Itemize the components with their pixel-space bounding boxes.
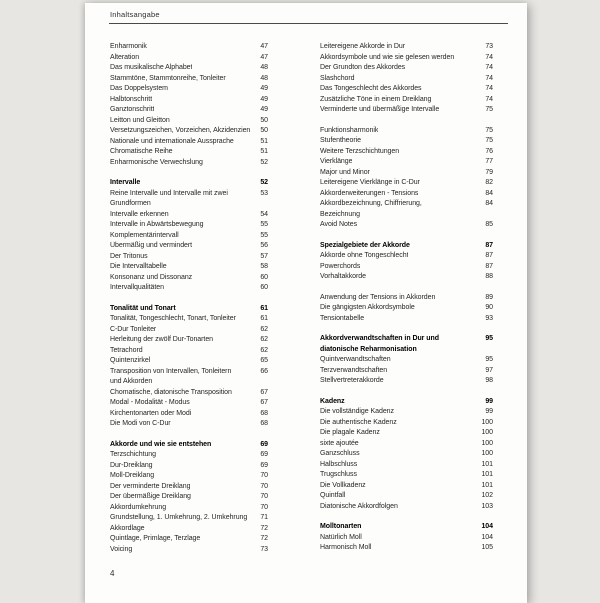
toc-entry-page: 89 <box>485 293 493 301</box>
toc-entry-row <box>110 199 268 210</box>
toc-group <box>110 440 268 556</box>
toc-entry-title: Tonalität, Tongeschlecht, Tonart, Tonleiter <box>110 315 236 322</box>
toc-entry-title: Anwendung der Tensions in Akkorden <box>320 293 436 301</box>
toc-entry-row <box>320 95 493 106</box>
toc-entry-row <box>110 262 268 273</box>
toc-entry-title: und Akkorden <box>110 378 153 385</box>
toc-entry-row <box>320 42 493 53</box>
toc-entry-title: Das Doppelsystem <box>110 85 168 92</box>
toc-entry-page: 51 <box>260 148 268 155</box>
toc-entry-row <box>320 251 493 262</box>
toc-entry-page: 70 <box>260 493 268 500</box>
toc-entry-title: Funktionsharmonik <box>320 126 379 134</box>
toc-entry-row <box>320 543 493 554</box>
toc-entry-page: 104 <box>481 533 493 541</box>
toc-entry-row <box>110 450 268 461</box>
toc-entry-page: 54 <box>260 210 268 218</box>
toc-entry-title: Terzschichtung <box>110 451 156 458</box>
toc-entry-row <box>320 168 493 179</box>
toc-entry-page: 62 <box>260 336 268 343</box>
toc-entry-row <box>320 449 493 460</box>
toc-entry-row <box>320 105 493 116</box>
toc-entry-page: 71 <box>260 514 268 521</box>
toc-entry-title: Enharmonische Verwechslung <box>110 158 203 166</box>
toc-entry-title: Diatonische Akkordfolgen <box>320 502 398 510</box>
toc-group <box>320 241 493 283</box>
footer-page-number: 4 <box>110 569 115 578</box>
toc-entry-page: 73 <box>260 545 268 553</box>
toc-entry-page: 74 <box>485 85 493 92</box>
toc-entry-title: sixte ajoutée <box>320 439 359 447</box>
toc-entry-row <box>320 147 493 158</box>
toc-entry-title: Akkordbezeichnung, Chiffrierung, <box>320 200 422 207</box>
toc-entry-row <box>320 262 493 273</box>
toc-entry-row <box>110 534 268 545</box>
toc-entry-title: C-Dur Tonleiter <box>110 325 157 333</box>
book-page <box>85 3 527 603</box>
toc-entry-page: 49 <box>260 85 268 92</box>
toc-entry-page: 74 <box>485 74 493 82</box>
toc-entry-row <box>320 272 493 283</box>
toc-entry-title: Die Vollkadenz <box>320 481 366 489</box>
toc-entry-title: Ganzschluss <box>320 450 360 457</box>
toc-entry-page: 105 <box>481 544 493 551</box>
toc-entry-row <box>320 407 493 418</box>
toc-entry-title: Slashchord <box>320 74 355 82</box>
toc-entry-page: 102 <box>481 492 493 499</box>
toc-entry-title: Leitton und Gleitton <box>110 116 170 124</box>
toc-entry-row <box>320 428 493 439</box>
toc-entry-title: Terzverwandtschaften <box>320 366 388 374</box>
toc-entry-row <box>110 252 268 263</box>
toc-entry-page: 62 <box>260 325 268 333</box>
toc-entry-title: Intervallqualitäten <box>110 284 164 291</box>
toc-entry-title: Akkordsymbole und wie sie gelesen werden <box>320 53 455 61</box>
toc-entry-page: 52 <box>260 179 268 186</box>
toc-entry-title: Die Modi von C-Dur <box>110 420 171 427</box>
toc-entry-row <box>320 63 493 74</box>
toc-entry-row <box>110 158 268 169</box>
toc-entry-row <box>320 53 493 64</box>
toc-entry-page: 88 <box>485 273 493 280</box>
toc-entry-title: Das musikalische Alphabet <box>110 64 193 71</box>
toc-entry-row <box>110 74 268 85</box>
toc-entry-page: 72 <box>260 524 268 532</box>
toc-entry-page: 69 <box>260 461 268 469</box>
toc-entry-page: 70 <box>260 472 268 479</box>
toc-entry-page: 48 <box>260 64 268 71</box>
toc-entry-page: 51 <box>260 137 268 145</box>
toc-entry-row <box>110 126 268 137</box>
toc-entry-page: 101 <box>481 481 493 489</box>
toc-entry-page: 97 <box>485 366 493 374</box>
toc-entry-title: Der verminderte Dreiklang <box>110 482 191 490</box>
toc-entry-page: 104 <box>481 523 493 530</box>
toc-entry-row <box>110 356 268 367</box>
toc-heading-row <box>320 522 493 533</box>
toc-entry-title: Grundstellung, 1. Umkehrung, 2. Umkehrung <box>110 514 248 521</box>
toc-entry-page: 60 <box>260 273 268 281</box>
toc-entry-title: Halbtonschritt <box>110 95 153 103</box>
toc-entry-row <box>320 178 493 189</box>
toc-entry-row <box>110 220 268 231</box>
toc-entry-title: Die authentische Kadenz <box>320 418 397 426</box>
toc-entry-title: Die vollständige Kadenz <box>320 408 394 415</box>
toc-entry-row <box>320 189 493 200</box>
toc-entry-row <box>110 335 268 346</box>
toc-entry-row <box>320 314 493 325</box>
toc-group <box>320 42 493 116</box>
toc-entry-page: 77 <box>485 158 493 165</box>
toc-entry-title: Chromatische Reihe <box>110 148 173 155</box>
toc-entry-row <box>110 241 268 252</box>
toc-entry-page: 50 <box>260 116 268 124</box>
toc-entry-row <box>110 503 268 514</box>
toc-entry-title: Akkorde und wie sie entstehen <box>110 440 212 448</box>
toc-entry-title: Trugschluss <box>320 471 357 478</box>
toc-entry-title: Versetzungszeichen, Vorzeichen, Akzidenzien <box>110 127 251 134</box>
toc-entry-title: Modal - Modalität - Modus <box>110 399 190 406</box>
toc-entry-row <box>110 283 268 294</box>
toc-entry-title: Quintfall <box>320 492 346 499</box>
toc-entry-title: Tonalität und Tonart <box>110 304 176 312</box>
toc-entry-row <box>110 231 268 242</box>
toc-entry-row <box>320 502 493 513</box>
toc-entry-page: 103 <box>481 502 493 510</box>
toc-entry-row <box>320 157 493 168</box>
toc-heading-row <box>320 334 493 345</box>
toc-entry-row <box>110 346 268 357</box>
toc-entry-page: 47 <box>260 53 268 61</box>
toc-heading-row <box>320 397 493 408</box>
toc-entry-row <box>110 63 268 74</box>
toc-entry-page: 68 <box>260 420 268 427</box>
toc-column-left <box>110 42 268 565</box>
toc-entry-page: 52 <box>260 158 268 166</box>
toc-entry-page: 100 <box>481 450 493 457</box>
toc-entry-title: Transposition von Intervallen, Tonleitern <box>110 367 232 375</box>
toc-entry-page: 93 <box>485 314 493 322</box>
toc-entry-title: Tetrachord <box>110 346 143 354</box>
toc-entry-page: 61 <box>260 315 268 322</box>
toc-entry-title: Powerchords <box>320 262 361 270</box>
toc-entry-row <box>320 366 493 377</box>
toc-entry-row <box>110 513 268 524</box>
toc-entry-title: Leitereigene Vierklänge in C-Dur <box>320 179 420 186</box>
toc-entry-row <box>320 293 493 304</box>
toc-entry-page: 72 <box>260 535 268 542</box>
toc-entry-page: 55 <box>260 231 268 239</box>
toc-entry-title: Intervalle in Abwärtsbewegung <box>110 221 204 228</box>
toc-entry-row <box>110 388 268 399</box>
toc-entry-page: 74 <box>485 95 493 103</box>
toc-entry-page: 85 <box>485 221 493 228</box>
toc-entry-row <box>110 398 268 409</box>
toc-heading-row <box>110 304 268 315</box>
toc-entry-title: Zusätzliche Töne in einem Dreiklang <box>320 95 432 103</box>
toc-entry-title: Voicing <box>110 545 133 553</box>
toc-entry-page: 69 <box>260 440 268 448</box>
toc-entry-title: Stufentheorie <box>320 137 361 144</box>
toc-entry-title: Akkordlage <box>110 524 145 532</box>
toc-entry-page: 47 <box>260 43 268 50</box>
toc-entry-page: 60 <box>260 284 268 291</box>
toc-entry-title: Stammtöne, Stammtonreihe, Tonleiter <box>110 74 226 82</box>
toc-entry-page: 95 <box>485 335 493 342</box>
toc-entry-title: Kirchentonarten oder Modi <box>110 409 192 417</box>
toc-heading-row <box>110 178 268 189</box>
toc-entry-title: Kadenz <box>320 397 345 405</box>
toc-entry-row <box>110 42 268 53</box>
toc-entry-title: Major und Minor <box>320 168 370 176</box>
toc-entry-page: 84 <box>485 189 493 197</box>
toc-entry-title: Herleitung der zwölf Dur-Tonarten <box>110 336 214 343</box>
toc-entry-page: 70 <box>260 482 268 490</box>
toc-entry-row <box>320 376 493 387</box>
toc-entry-title: Die Intervalltabelle <box>110 263 167 270</box>
toc-entry-row <box>110 482 268 493</box>
toc-entry-title: Akkorderweiterungen - Tensions <box>320 189 419 197</box>
toc-entry-title: Natürlich Moll <box>320 533 362 541</box>
toc-entry-page: 75 <box>485 137 493 144</box>
toc-entry-title: Grundformen <box>110 200 151 207</box>
toc-entry-row <box>320 136 493 147</box>
toc-entry-page: 79 <box>485 168 493 176</box>
toc-entry-page: 68 <box>260 409 268 417</box>
toc-entry-title: Tensiontabelle <box>320 314 365 322</box>
toc-entry-title: Nationale und internationale Aussprache <box>110 137 234 145</box>
toc-entry-row <box>320 126 493 137</box>
toc-entry-row <box>110 545 268 556</box>
toc-entry-row <box>110 524 268 535</box>
toc-entry-page: 61 <box>260 304 268 312</box>
toc-entry-title: Ganztonschritt <box>110 106 155 113</box>
toc-entry-title: Reine Intervalle und Intervalle mit zwei <box>110 189 228 197</box>
toc-column-right <box>320 42 493 564</box>
toc-entry-title: Quintlage, Primlage, Terzlage <box>110 535 201 542</box>
toc-entry-row <box>320 491 493 502</box>
toc-group <box>320 334 493 387</box>
toc-entry-page: 75 <box>485 126 493 134</box>
toc-entry-title: Halbschluss <box>320 460 358 468</box>
toc-heading-row <box>110 440 268 451</box>
toc-entry-row <box>110 105 268 116</box>
toc-group <box>110 178 268 294</box>
toc-entry-row <box>110 137 268 148</box>
toc-entry-title: Der Tritonus <box>110 252 148 260</box>
toc-entry-page: 99 <box>485 408 493 415</box>
toc-entry-title: Alteration <box>110 53 140 61</box>
toc-entry-page: 67 <box>260 399 268 406</box>
toc-entry-title: Spezialgebiete der Akkorde <box>320 241 410 249</box>
toc-entry-page: 66 <box>260 367 268 375</box>
toc-entry-page: 84 <box>485 200 493 207</box>
toc-entry-title: Der Grundton des Akkordes <box>320 64 406 71</box>
toc-entry-page: 101 <box>481 460 493 468</box>
toc-entry-title: Avoid Notes <box>320 221 358 228</box>
toc-entry-page: 70 <box>260 503 268 511</box>
toc-entry-row <box>320 470 493 481</box>
toc-heading-row <box>320 241 493 252</box>
toc-entry-page: 74 <box>485 64 493 71</box>
header-divider <box>109 23 508 24</box>
toc-entry-title: Konsonanz und Dissonanz <box>110 273 193 281</box>
toc-entry-row <box>320 84 493 95</box>
toc-entry-title: Dur-Dreiklang <box>110 461 153 469</box>
toc-entry-row <box>110 325 268 336</box>
toc-entry-title: Akkorde ohne Tongeschlecht <box>320 252 409 259</box>
toc-entry-page: 55 <box>260 221 268 228</box>
toc-entry-row <box>110 314 268 325</box>
toc-entry-title: Intervalle <box>110 179 141 186</box>
toc-entry-row <box>320 355 493 366</box>
toc-entry-row <box>110 95 268 106</box>
toc-entry-title: Vorhaltakkorde <box>320 273 366 280</box>
toc-entry-row <box>320 303 493 314</box>
toc-entry-page: 57 <box>260 252 268 260</box>
toc-entry-row <box>320 74 493 85</box>
toc-entry-page: 49 <box>260 95 268 103</box>
toc-entry-row <box>110 377 268 388</box>
toc-entry-page: 67 <box>260 388 268 396</box>
toc-entry-row <box>320 199 493 210</box>
toc-entry-row <box>320 481 493 492</box>
toc-entry-page: 53 <box>260 189 268 197</box>
toc-entry-row <box>110 189 268 200</box>
toc-entry-page: 74 <box>485 53 493 61</box>
toc-group <box>320 397 493 513</box>
toc-entry-title: Die gängigsten Akkordsymbole <box>320 304 415 311</box>
toc-entry-page: 49 <box>260 106 268 113</box>
toc-entry-row <box>110 461 268 472</box>
toc-entry-title: Quintverwandtschaften <box>320 356 391 363</box>
toc-entry-page: 75 <box>485 106 493 113</box>
toc-entry-title: Stellvertreterakkorde <box>320 377 384 384</box>
toc-entry-row <box>110 367 268 378</box>
toc-entry-row <box>110 273 268 284</box>
toc-entry-row <box>110 84 268 95</box>
toc-heading-row <box>320 345 493 356</box>
toc-group <box>110 42 268 168</box>
toc-entry-page: 98 <box>485 377 493 384</box>
toc-entry-row <box>110 409 268 420</box>
toc-entry-page: 87 <box>485 241 493 249</box>
toc-entry-page: 87 <box>485 252 493 259</box>
toc-entry-title: diatonische Reharmonisation <box>320 345 417 353</box>
toc-entry-page: 56 <box>260 242 268 249</box>
toc-entry-title: Bezeichnung <box>320 210 360 218</box>
toc-entry-title: Verminderte und übermäßige Intervalle <box>320 106 440 113</box>
toc-entry-title: Weitere Terzschichtungen <box>320 147 400 155</box>
toc-entry-row <box>110 53 268 64</box>
toc-group <box>320 293 493 325</box>
toc-entry-page: 90 <box>485 304 493 311</box>
toc-entry-title: Komplementärintervall <box>110 231 179 239</box>
toc-entry-page: 62 <box>260 346 268 354</box>
toc-entry-row <box>110 419 268 430</box>
toc-entry-title: Akkordumkehrung <box>110 503 167 511</box>
toc-entry-page: 100 <box>481 429 493 436</box>
toc-entry-title: Übermäßig und vermindert <box>110 242 193 249</box>
toc-entry-row <box>320 460 493 471</box>
toc-entry-page: 48 <box>260 74 268 82</box>
toc-entry-title: Molltonarten <box>320 523 362 530</box>
toc-entry-row <box>110 492 268 503</box>
toc-entry-page: 95 <box>485 356 493 363</box>
toc-entry-row <box>320 418 493 429</box>
toc-entry-row <box>320 220 493 231</box>
toc-entry-row <box>110 210 268 221</box>
toc-group <box>320 522 493 554</box>
toc-entry-page: 76 <box>485 147 493 155</box>
toc-entry-title: Quintenzirkel <box>110 357 151 364</box>
toc-entry-title: Chomatische, diatonische Transposition <box>110 388 232 396</box>
toc-entry-row <box>110 147 268 158</box>
toc-entry-page: 100 <box>481 418 493 426</box>
toc-entry-page: 65 <box>260 357 268 364</box>
toc-entry-page: 99 <box>485 397 493 405</box>
toc-entry-row <box>110 471 268 482</box>
toc-entry-title: Das Tongeschlecht des Akkordes <box>320 85 422 92</box>
page-header-title: Inhaltsangabe <box>110 10 160 19</box>
toc-entry-title: Vierklänge <box>320 158 353 165</box>
toc-entry-title: Enharmonik <box>110 43 147 50</box>
toc-entry-title: Die plagale Kadenz <box>320 429 380 436</box>
toc-entry-title: Der übermäßige Dreiklang <box>110 493 191 500</box>
toc-entry-page: 69 <box>260 451 268 458</box>
toc-group <box>320 126 493 231</box>
toc-entry-page: 101 <box>481 471 493 478</box>
toc-entry-row <box>320 439 493 450</box>
toc-entry-page: 73 <box>485 43 493 50</box>
toc-entry-page: 58 <box>260 263 268 270</box>
toc-entry-page: 100 <box>481 439 493 447</box>
toc-entry-title: Akkordverwandtschaften in Dur und <box>320 335 439 342</box>
toc-entry-page: 50 <box>260 127 268 134</box>
toc-entry-row <box>110 116 268 127</box>
toc-entry-title: Intervalle erkennen <box>110 210 169 218</box>
toc-entry-title: Moll-Dreiklang <box>110 472 155 479</box>
toc-entry-page: 82 <box>485 179 493 186</box>
toc-entry-title: Leitereigene Akkorde in Dur <box>320 43 406 50</box>
toc-entry-row <box>320 533 493 544</box>
toc-entry-page: 87 <box>485 262 493 270</box>
toc-entry-row <box>320 210 493 221</box>
toc-entry-title: Harmonisch Moll <box>320 544 372 551</box>
toc-group <box>110 304 268 430</box>
